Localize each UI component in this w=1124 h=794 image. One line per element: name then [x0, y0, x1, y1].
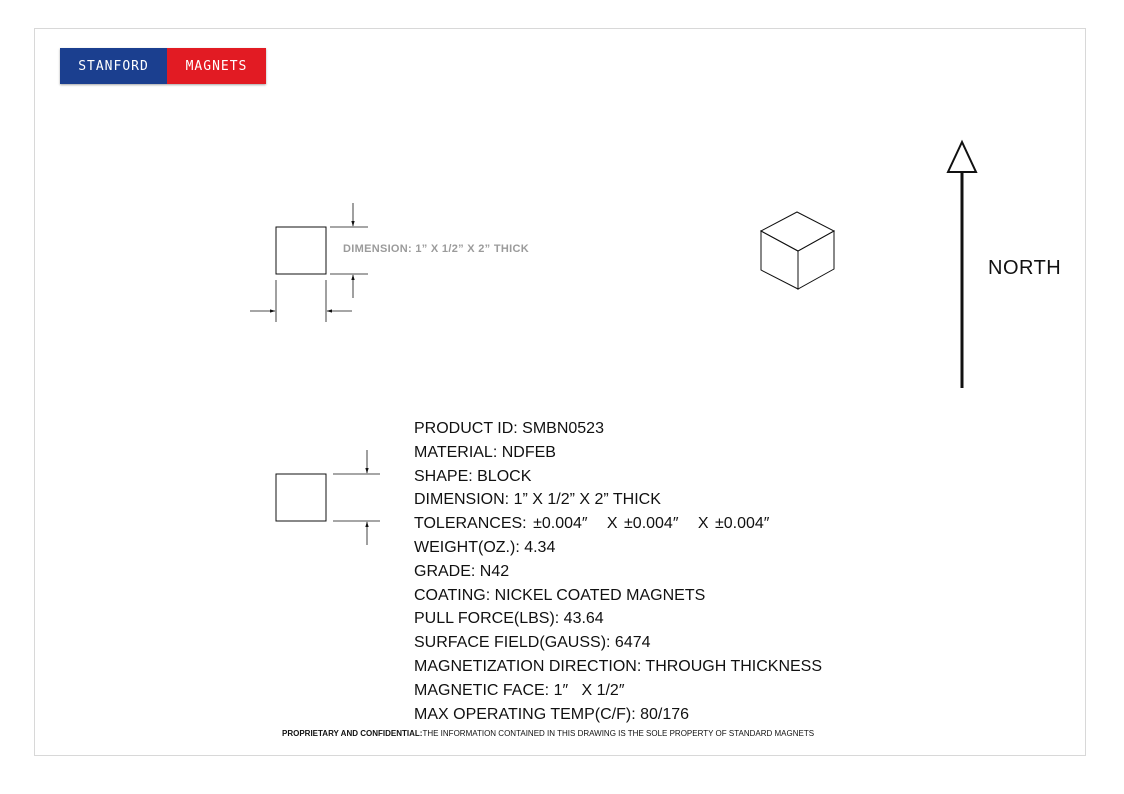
- spec-coating: COATING: NICKEL COATED MAGNETS: [414, 586, 706, 604]
- logo-right-text: MAGNETS: [167, 48, 266, 84]
- footer-bold: PROPRIETARY AND CONFIDENTIAL:: [282, 729, 423, 738]
- spec-dimension: DIMENSION: 1” X 1/2” X 2” THICK: [414, 491, 661, 509]
- spec-magnetization-direction: MAGNETIZATION DIRECTION: THROUGH THICKNESS: [414, 657, 823, 675]
- footer-text: THE INFORMATION CONTAINED IN THIS DRAWING IS THE SOLE PROPERTY OF STANDARD MAGNETS: [422, 729, 815, 738]
- confidential-footer: [282, 729, 814, 738]
- dimension-label: DIMENSION: 1” X 1/2” X 2” THICK: [343, 243, 529, 255]
- spec-material: MATERIAL: NDFEB: [414, 443, 556, 461]
- spec-weight: WEIGHT(OZ.): 4.34: [414, 538, 556, 556]
- isometric-block-icon: [761, 212, 834, 289]
- spec-magnetic-face: MAGNETIC FACE: 1″ X 1/2″: [414, 681, 625, 699]
- spec-pull-force: PULL FORCE(LBS): 43.64: [414, 610, 604, 628]
- north-label: NORTH: [988, 257, 1062, 279]
- side-view: [276, 450, 380, 545]
- spec-max-temp: MAX OPERATING TEMP(C/F): 80/176: [414, 705, 690, 723]
- spec-shape: SHAPE: BLOCK: [414, 467, 532, 485]
- spec-product-id: PRODUCT ID: SMBN0523: [414, 420, 604, 437]
- spec-surface-field: SURFACE FIELD(GAUSS): 6474: [414, 634, 651, 652]
- top-view: [250, 203, 368, 322]
- logo-left-text: STANFORD: [60, 48, 167, 84]
- north-arrow-icon: [948, 142, 976, 388]
- spec-grade: GRADE: N42: [414, 562, 510, 580]
- spec-tolerances: TOLERANCES: ±0.004″ X ±0.004″ X ±0.004″: [414, 515, 770, 533]
- spec-list: [414, 417, 822, 726]
